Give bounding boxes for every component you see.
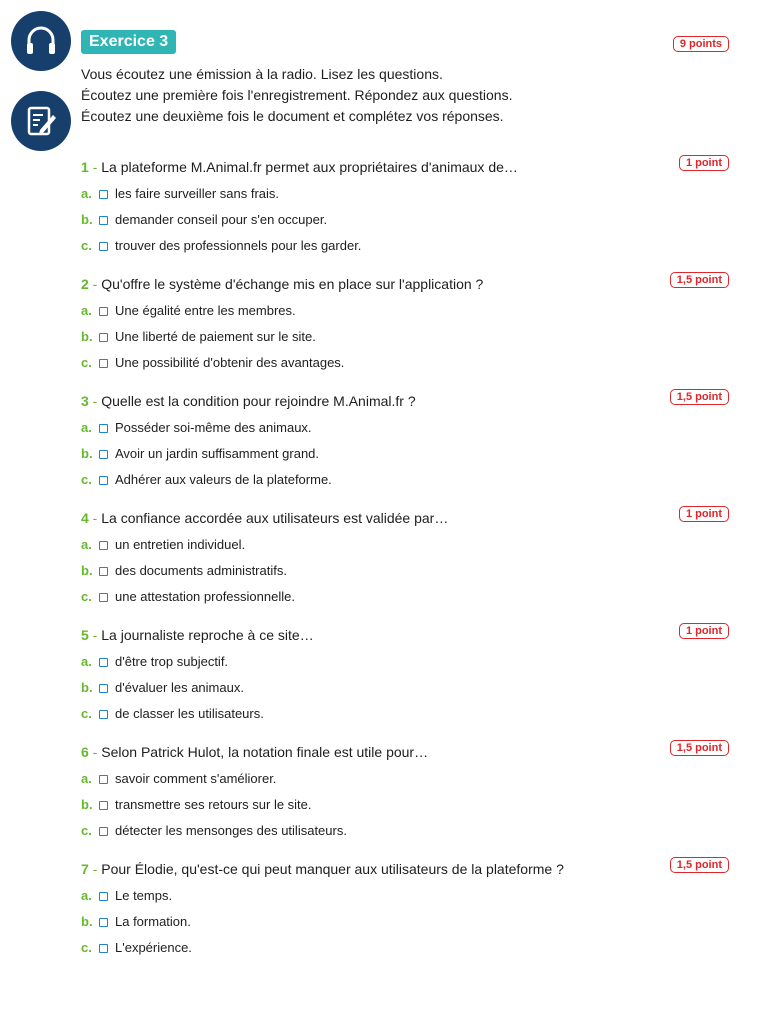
instruction-line: Vous écoutez une émission à la radio. Lisez les questions. <box>81 66 443 82</box>
option-text: Le temps. <box>115 888 173 903</box>
option-text: Une liberté de paiement sur le site. <box>115 329 316 344</box>
answer-option[interactable] <box>81 207 731 233</box>
option-letter: b. <box>81 680 93 695</box>
question-1 <box>81 153 731 270</box>
option-text: savoir comment s'améliorer. <box>115 771 277 786</box>
question-number: 3 <box>81 393 89 409</box>
writing-icon <box>11 91 71 151</box>
answer-checkbox[interactable] <box>99 684 108 693</box>
answer-option[interactable] <box>81 675 731 701</box>
question-3 <box>81 387 731 504</box>
option-letter: c. <box>81 355 92 370</box>
answer-option[interactable] <box>81 792 731 818</box>
answer-checkbox[interactable] <box>99 827 108 836</box>
points-badge: 1,5 point <box>670 389 729 405</box>
headphones-glyph <box>23 23 59 59</box>
question-text: Selon Patrick Hulot, la notation finale est utile pour… <box>101 744 429 760</box>
answer-checkbox[interactable] <box>99 801 108 810</box>
option-text: transmettre ses retours sur le site. <box>115 797 312 812</box>
question-heading <box>81 855 731 883</box>
option-letter: c. <box>81 706 92 721</box>
answer-checkbox[interactable] <box>99 567 108 576</box>
answer-checkbox[interactable] <box>99 593 108 602</box>
headphones-icon <box>11 11 71 71</box>
answer-option[interactable] <box>81 909 731 935</box>
answer-option[interactable] <box>81 701 731 727</box>
total-points-badge: 9 points <box>673 36 729 52</box>
option-letter: b. <box>81 914 93 929</box>
answer-option[interactable] <box>81 350 731 376</box>
instruction-line: Écoutez une première fois l'enregistrement. Répondez aux questions. <box>81 87 513 103</box>
question-text: Pour Élodie, qu'est-ce qui peut manquer aux utilisateurs de la plateforme ? <box>101 861 564 877</box>
option-letter: a. <box>81 420 92 435</box>
answer-checkbox[interactable] <box>99 658 108 667</box>
option-text: demander conseil pour s'en occuper. <box>115 212 328 227</box>
option-letter: c. <box>81 940 92 955</box>
option-text: d'être trop subjectif. <box>115 654 229 669</box>
option-text: d'évaluer les animaux. <box>115 680 244 695</box>
answer-option[interactable] <box>81 181 731 207</box>
answer-option[interactable] <box>81 818 731 844</box>
answer-option[interactable] <box>81 233 731 259</box>
question-heading <box>81 621 731 649</box>
question-dash: - <box>88 861 102 877</box>
question-text: La confiance accordée aux utilisateurs est validée par… <box>101 510 449 526</box>
points-badge: 1 point <box>679 623 729 639</box>
answer-checkbox[interactable] <box>99 242 108 251</box>
question-number: 2 <box>81 276 89 292</box>
option-letter: c. <box>81 823 92 838</box>
question-heading <box>81 387 731 415</box>
option-letter: b. <box>81 797 93 812</box>
option-letter: b. <box>81 212 93 227</box>
answer-option[interactable] <box>81 584 731 610</box>
option-text: trouver des professionnels pour les garder. <box>115 238 362 253</box>
question-number: 7 <box>81 861 89 877</box>
question-2 <box>81 270 731 387</box>
answer-checkbox[interactable] <box>99 190 108 199</box>
question-heading <box>81 270 731 298</box>
answer-checkbox[interactable] <box>99 918 108 927</box>
question-text: La journaliste reproche à ce site… <box>101 627 314 643</box>
question-number: 5 <box>81 627 89 643</box>
option-letter: b. <box>81 563 93 578</box>
answer-checkbox[interactable] <box>99 775 108 784</box>
option-text: les faire surveiller sans frais. <box>115 186 279 201</box>
question-text: La plateforme M.Animal.fr permet aux propriétaires d'animaux de… <box>101 159 518 175</box>
points-badge: 1,5 point <box>670 740 729 756</box>
question-number: 1 <box>81 159 89 175</box>
exercise-title: Exercice 3 <box>81 30 176 54</box>
instruction-line: Écoutez une deuxième fois le document et complétez vos réponses. <box>81 108 504 124</box>
question-dash: - <box>88 510 102 526</box>
answer-checkbox[interactable] <box>99 359 108 368</box>
question-dash: - <box>88 159 102 175</box>
question-dash: - <box>88 627 102 643</box>
answer-option[interactable] <box>81 324 731 350</box>
answer-checkbox[interactable] <box>99 450 108 459</box>
question-heading <box>81 504 731 532</box>
answer-checkbox[interactable] <box>99 944 108 953</box>
answer-checkbox[interactable] <box>99 333 108 342</box>
answer-checkbox[interactable] <box>99 476 108 485</box>
question-6 <box>81 738 731 855</box>
option-text: détecter les mensonges des utilisateurs. <box>115 823 347 838</box>
exercise-header <box>81 30 731 56</box>
option-letter: a. <box>81 303 92 318</box>
option-letter: b. <box>81 446 93 461</box>
answer-option[interactable] <box>81 883 731 909</box>
answer-checkbox[interactable] <box>99 307 108 316</box>
answer-option[interactable] <box>81 532 731 558</box>
option-text: Posséder soi-même des animaux. <box>115 420 312 435</box>
question-4 <box>81 504 731 621</box>
points-badge: 1 point <box>679 506 729 522</box>
option-text: une attestation professionnelle. <box>115 589 295 604</box>
option-letter: b. <box>81 329 93 344</box>
option-text: de classer les utilisateurs. <box>115 706 264 721</box>
answer-checkbox[interactable] <box>99 541 108 550</box>
answer-checkbox[interactable] <box>99 216 108 225</box>
answer-checkbox[interactable] <box>99 710 108 719</box>
option-letter: c. <box>81 589 92 604</box>
question-heading <box>81 153 731 181</box>
option-text: Adhérer aux valeurs de la plateforme. <box>115 472 332 487</box>
option-letter: a. <box>81 888 92 903</box>
question-5 <box>81 621 731 738</box>
answer-option[interactable] <box>81 441 731 467</box>
option-text: La formation. <box>115 914 191 929</box>
instructions <box>81 64 601 127</box>
option-letter: c. <box>81 472 92 487</box>
option-letter: a. <box>81 186 92 201</box>
answer-option[interactable] <box>81 467 731 493</box>
answer-option[interactable] <box>81 649 731 675</box>
option-text: des documents administratifs. <box>115 563 287 578</box>
option-letter: a. <box>81 771 92 786</box>
option-text: Une égalité entre les membres. <box>115 303 296 318</box>
question-heading <box>81 738 731 766</box>
points-badge: 1,5 point <box>670 857 729 873</box>
option-text: L'expérience. <box>115 940 192 955</box>
question-text: Qu'offre le système d'échange mis en place sur l'application ? <box>101 276 484 292</box>
answer-checkbox[interactable] <box>99 424 108 433</box>
question-dash: - <box>88 393 102 409</box>
question-number: 4 <box>81 510 89 526</box>
question-list <box>81 153 731 972</box>
question-dash: - <box>88 744 102 760</box>
option-letter: a. <box>81 537 92 552</box>
answer-option[interactable] <box>81 766 731 792</box>
points-badge: 1 point <box>679 155 729 171</box>
answer-checkbox[interactable] <box>99 892 108 901</box>
answer-option[interactable] <box>81 415 731 441</box>
option-text: Une possibilité d'obtenir des avantages. <box>115 355 345 370</box>
question-text: Quelle est la condition pour rejoindre M.Animal.fr ? <box>101 393 416 409</box>
writing-glyph <box>23 103 59 139</box>
question-dash: - <box>88 276 102 292</box>
option-letter: c. <box>81 238 92 253</box>
answer-option[interactable] <box>81 298 731 324</box>
points-badge: 1,5 point <box>670 272 729 288</box>
option-text: un entretien individuel. <box>115 537 246 552</box>
question-7 <box>81 855 731 972</box>
option-text: Avoir un jardin suffisamment grand. <box>115 446 320 461</box>
question-number: 6 <box>81 744 89 760</box>
answer-option[interactable] <box>81 558 731 584</box>
option-letter: a. <box>81 654 92 669</box>
answer-option[interactable] <box>81 935 731 961</box>
